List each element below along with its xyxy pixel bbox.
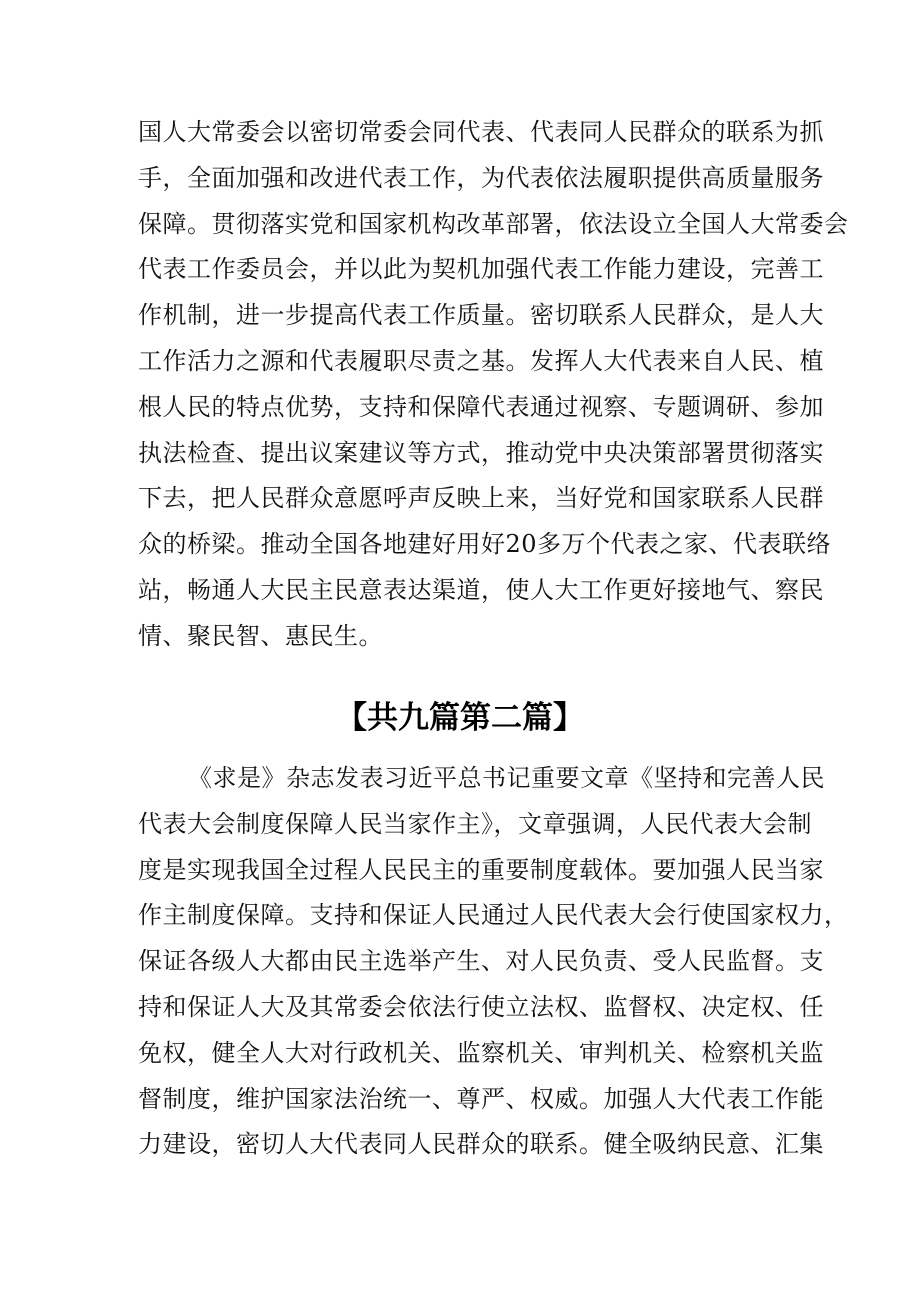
- text-line: 站，畅通人大民主民意表达渠道，使人大工作更好接地气、察民: [138, 575, 824, 604]
- text-line: 工作活力之源和代表履职尽责之基。发挥人大代表来自人民、植: [138, 346, 824, 375]
- text-line: 督制度，维护国家法治统一、尊严、权威。加强人大代表工作能: [138, 1084, 824, 1113]
- text-line: 根人民的特点优势，支持和保障代表通过视察、专题调研、参加: [138, 392, 824, 421]
- text-line: 力建设，密切人大代表同人民群众的联系。健全吸纳民意、汇集: [138, 1130, 824, 1159]
- text-line: 保证各级人大都由民主选举产生、对人民负责、受人民监督。支: [138, 947, 824, 976]
- text-line: 保障。贯彻落实党和国家机构改革部署，依法设立全国人大常委会: [138, 209, 849, 238]
- text-line: 代表大会制度保障人民当家作主》，文章强调，人民代表大会制: [138, 809, 812, 838]
- text-line: 持和保证人大及其常委会依法行使立法权、监督权、决定权、任: [138, 992, 824, 1021]
- text-line: 执法检查、提出议案建议等方式，推动党中央决策部署贯彻落实: [138, 438, 824, 467]
- text-line: 众的桥梁。推动全国各地建好用好20多万个代表之家、代表联络: [138, 530, 832, 559]
- text-line: 国人大常委会以密切常委会同代表、代表同人民群众的联系为抓: [138, 118, 824, 146]
- text-line: 代表工作委员会，并以此为契机加强代表工作能力建设，完善工: [138, 255, 824, 284]
- text-line: 情、聚民智、惠民生。: [138, 621, 383, 650]
- paragraph-2: [138, 756, 849, 1168]
- text-line: 作机制，进一步提高代表工作质量。密切联系人民群众，是人大: [138, 301, 824, 330]
- section-heading: 【共九篇第二篇】: [336, 700, 584, 736]
- paragraph-1: [138, 110, 849, 660]
- text-line: 下去，把人民群众意愿呼声反映上来，当好党和国家联系人民群: [138, 484, 824, 513]
- text-line: 手，全面加强和改进代表工作，为代表依法履职提供高质量服务: [138, 163, 824, 192]
- text-line: 免权，健全人大对行政机关、监察机关、审判机关、检察机关监: [138, 1038, 824, 1067]
- text-line: 作主制度保障。支持和保证人民通过人民代表大会行使国家权力，: [138, 901, 849, 930]
- text-line: 《求是》杂志发表习近平总书记重要文章《坚持和完善人民: [188, 764, 825, 792]
- text-line: 度是实现我国全过程人民民主的重要制度载体。要加强人民当家: [138, 855, 824, 884]
